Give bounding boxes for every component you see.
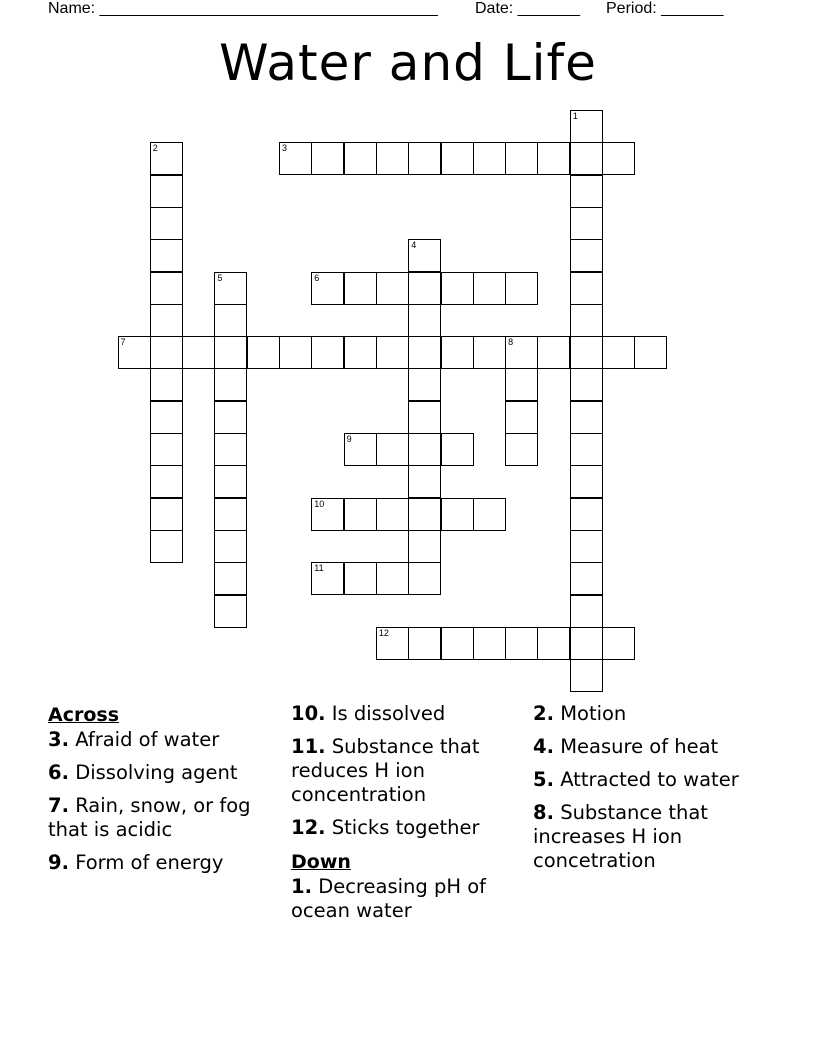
across-clue-12: 12. Sticks together: [291, 816, 480, 839]
grid-cell[interactable]: [150, 530, 183, 563]
grid-cell[interactable]: [570, 627, 603, 660]
grid-cell[interactable]: [537, 336, 570, 369]
grid-cell[interactable]: [150, 272, 183, 305]
grid-cell[interactable]: [570, 659, 603, 692]
date-field[interactable]: Date: _______: [475, 0, 580, 17]
grid-cell[interactable]: [214, 530, 247, 563]
down-clue-8: 8. Substance that increases H ion concetration: [533, 801, 708, 872]
grid-cell[interactable]: [505, 368, 538, 401]
grid-cell[interactable]: [505, 433, 538, 466]
grid-cell[interactable]: [408, 239, 441, 272]
grid-cell[interactable]: [408, 627, 441, 660]
grid-cell[interactable]: [150, 465, 183, 498]
grid-cell[interactable]: [344, 142, 377, 175]
grid-cell[interactable]: [570, 336, 603, 369]
clue-number: 10: [314, 498, 325, 509]
period-field[interactable]: Period: _______: [606, 0, 724, 17]
grid-cell[interactable]: [441, 272, 474, 305]
down-clue-5: 5. Attracted to water: [533, 768, 739, 791]
grid-cell[interactable]: [570, 175, 603, 208]
grid-cell[interactable]: [408, 530, 441, 563]
grid-cell[interactable]: [376, 336, 409, 369]
grid-cell[interactable]: [505, 272, 538, 305]
grid-cell[interactable]: [570, 595, 603, 628]
grid-cell[interactable]: [279, 142, 312, 175]
grid-cell[interactable]: [376, 142, 409, 175]
grid-cell[interactable]: [214, 433, 247, 466]
grid-cell[interactable]: [279, 336, 312, 369]
grid-cell[interactable]: [311, 142, 344, 175]
across-clue-7: 7. Rain, snow, or fog that is acidic: [48, 794, 251, 841]
grid-cell[interactable]: [570, 142, 603, 175]
down-clue-4: 4. Measure of heat: [533, 735, 719, 758]
across-clue-9: 9. Form of energy: [48, 851, 224, 874]
clue-number: 8: [508, 337, 514, 348]
grid-cell[interactable]: [473, 336, 506, 369]
grid-cell[interactable]: [344, 562, 377, 595]
grid-cell[interactable]: [376, 433, 409, 466]
grid-cell[interactable]: [311, 336, 344, 369]
grid-cell[interactable]: [441, 142, 474, 175]
grid-cell[interactable]: [311, 272, 344, 305]
grid-cell[interactable]: [214, 401, 247, 434]
grid-cell[interactable]: [150, 336, 183, 369]
grid-cell[interactable]: [150, 175, 183, 208]
grid-cell[interactable]: [570, 239, 603, 272]
across-clue-10: 10. Is dissolved: [291, 702, 446, 725]
grid-cell[interactable]: [376, 498, 409, 531]
grid-cell[interactable]: [344, 498, 377, 531]
grid-cell[interactable]: [408, 498, 441, 531]
grid-cell[interactable]: [602, 336, 635, 369]
grid-cell[interactable]: [408, 401, 441, 434]
across-clue-6: 6. Dissolving agent: [48, 761, 238, 784]
clue-number: 4: [411, 240, 417, 251]
clue-number: 9: [346, 434, 352, 444]
grid-cell[interactable]: [408, 433, 441, 466]
clue-number: 7: [120, 337, 126, 348]
grid-cell[interactable]: [473, 272, 506, 305]
down-clue-2: 2. Motion: [533, 702, 627, 725]
grid-cell[interactable]: [150, 304, 183, 337]
grid-cell[interactable]: [214, 368, 247, 401]
grid-cell[interactable]: [344, 433, 377, 466]
grid-cell[interactable]: [214, 498, 247, 531]
grid-cell[interactable]: [570, 465, 603, 498]
grid-cell[interactable]: [214, 465, 247, 498]
grid-cell[interactable]: [214, 595, 247, 628]
grid-cell[interactable]: [376, 627, 409, 660]
grid-cell[interactable]: [408, 562, 441, 595]
grid-cell[interactable]: [182, 336, 215, 369]
grid-cell[interactable]: [214, 304, 247, 337]
grid-cell[interactable]: [441, 433, 474, 466]
clue-number: 1: [572, 111, 578, 121]
clue-column-2: [291, 702, 516, 932]
clue-number: 2: [152, 143, 158, 154]
grid-cell[interactable]: [602, 142, 635, 175]
grid-cell[interactable]: [150, 368, 183, 401]
grid-cell[interactable]: [570, 304, 603, 337]
grid-cell[interactable]: [408, 465, 441, 498]
grid-cell[interactable]: [344, 336, 377, 369]
grid-cell[interactable]: [441, 498, 474, 531]
grid-cell[interactable]: [441, 627, 474, 660]
grid-cell[interactable]: [150, 239, 183, 272]
grid-cell[interactable]: [408, 272, 441, 305]
grid-cell[interactable]: [602, 627, 635, 660]
across-clue-11: 11. Substance that reduces H ion concentration: [291, 735, 480, 806]
grid-cell[interactable]: [214, 272, 247, 305]
grid-cell[interactable]: [150, 207, 183, 240]
grid-cell[interactable]: [376, 272, 409, 305]
grid-cell[interactable]: [505, 336, 538, 369]
grid-cell[interactable]: [311, 562, 344, 595]
grid-cell[interactable]: [408, 336, 441, 369]
clue-column-1: [48, 702, 278, 884]
grid-cell[interactable]: [570, 562, 603, 595]
grid-cell[interactable]: [376, 562, 409, 595]
grid-cell[interactable]: [570, 110, 603, 143]
grid-cell[interactable]: [214, 562, 247, 595]
grid-cell[interactable]: [150, 498, 183, 531]
grid-cell[interactable]: [150, 401, 183, 434]
grid-cell[interactable]: [344, 272, 377, 305]
down-clue-1: 1. Decreasing pH of ocean water: [291, 875, 487, 922]
across-heading: Across: [48, 704, 120, 726]
puzzle-title: Water and Life: [219, 34, 597, 92]
clue-number: 5: [217, 272, 223, 283]
grid-cell[interactable]: [473, 627, 506, 660]
grid-cell[interactable]: [505, 142, 538, 175]
grid-cell[interactable]: [408, 142, 441, 175]
grid-cell[interactable]: [570, 368, 603, 401]
grid-cell[interactable]: [247, 336, 280, 369]
grid-cell[interactable]: [570, 401, 603, 434]
grid-cell[interactable]: [537, 627, 570, 660]
grid-cell[interactable]: [311, 498, 344, 531]
grid-cell[interactable]: [150, 433, 183, 466]
grid-cell[interactable]: [570, 530, 603, 563]
clue-column-3: [533, 702, 773, 882]
clue-number: 6: [314, 272, 320, 283]
grid-cell[interactable]: [214, 336, 247, 369]
grid-cell[interactable]: [408, 368, 441, 401]
down-heading: Down: [291, 851, 351, 873]
grid-cell[interactable]: [118, 336, 151, 369]
name-field[interactable]: Name: ______________________________________: [48, 0, 438, 17]
grid-cell[interactable]: [408, 304, 441, 337]
grid-cell[interactable]: [505, 627, 538, 660]
grid-cell[interactable]: [570, 433, 603, 466]
clue-number: 3: [282, 143, 288, 154]
across-clue-3: 3. Afraid of water: [48, 728, 220, 751]
clue-number: 12: [378, 627, 389, 638]
grid-cell[interactable]: [570, 498, 603, 531]
grid-cell[interactable]: [570, 207, 603, 240]
grid-cell[interactable]: [505, 401, 538, 434]
grid-cell[interactable]: [634, 336, 667, 369]
grid-cell[interactable]: [150, 142, 183, 175]
clue-number: 11: [314, 563, 324, 574]
grid-cell[interactable]: [473, 498, 506, 531]
grid-cell[interactable]: [537, 142, 570, 175]
grid-cell[interactable]: [473, 142, 506, 175]
grid-cell[interactable]: [441, 336, 474, 369]
grid-cell[interactable]: [570, 272, 603, 305]
